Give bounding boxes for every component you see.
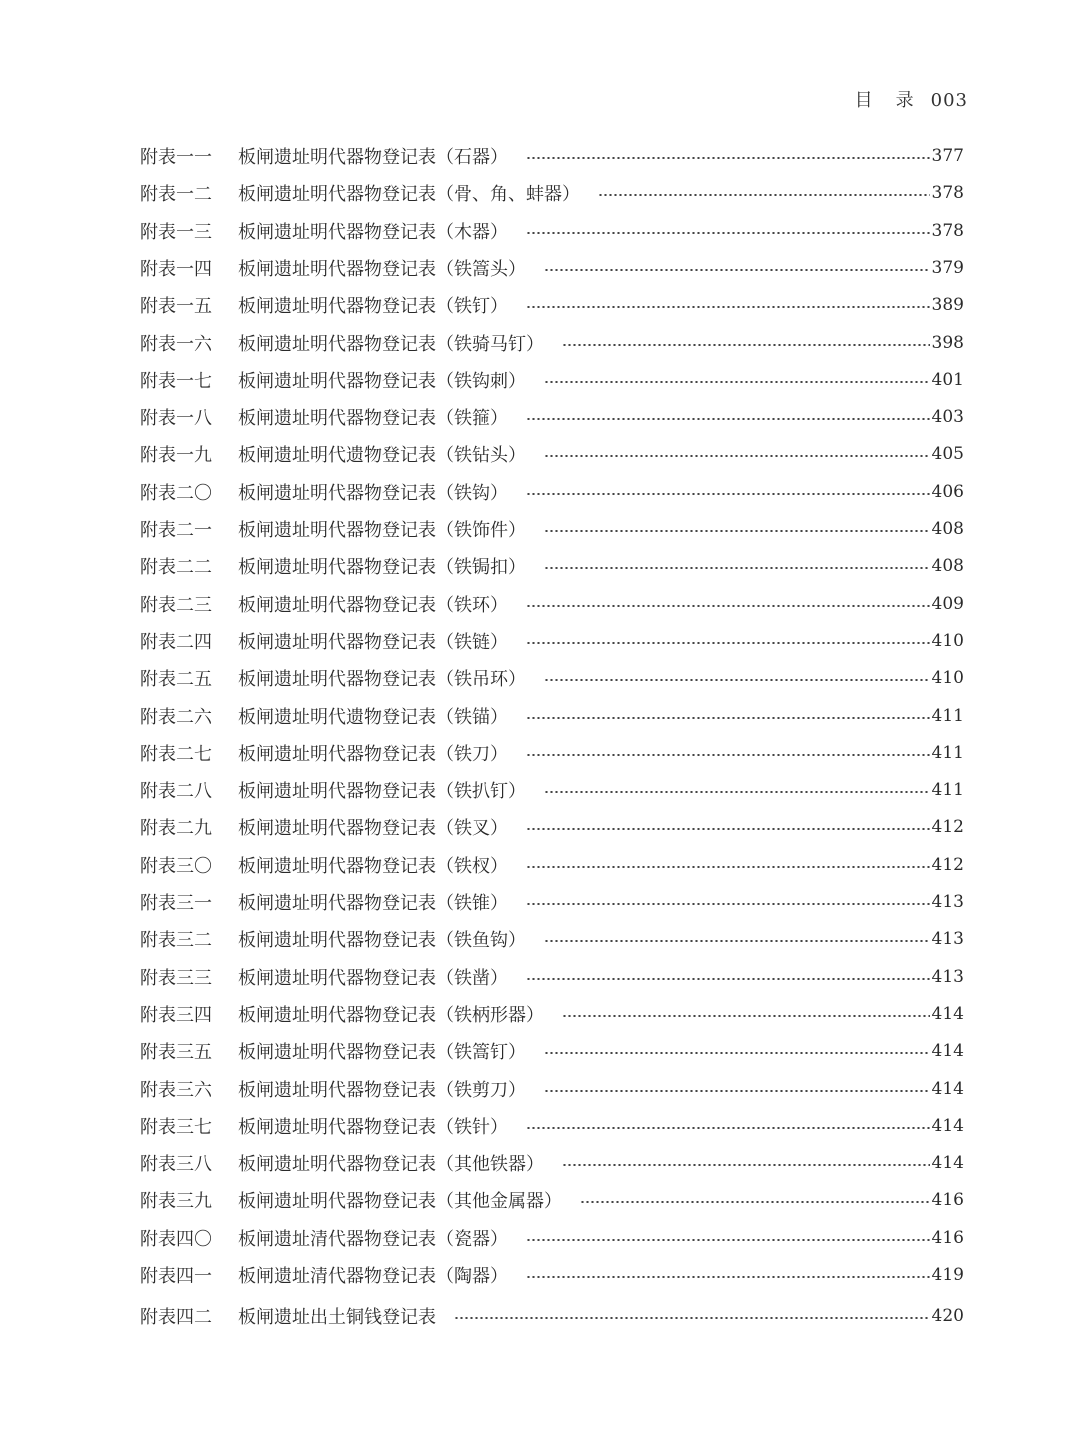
toc-entry-page: 405: [931, 444, 964, 465]
toc-entry-page: 411: [931, 780, 964, 801]
toc-entry-title: 板闸遗址明代器物登记表（铁锔扣）: [238, 557, 526, 579]
toc-entry-code: 附表一一: [140, 147, 212, 168]
toc-entry[interactable]: [140, 774, 964, 806]
header-label-lu: 录: [895, 90, 915, 111]
toc-entry-title: 板闸遗址明代器物登记表（石器）: [238, 147, 508, 168]
dot-leader: [526, 754, 930, 756]
header-label-mu: 目: [854, 90, 874, 111]
toc-entry-code: 附表二〇: [140, 482, 212, 504]
toc-entry-code: 附表一二: [140, 184, 212, 206]
toc-entry[interactable]: [140, 1222, 964, 1254]
toc-entry-code: 附表二二: [140, 557, 212, 579]
toc-entry[interactable]: [140, 811, 964, 843]
toc-entry-page: 378: [931, 183, 964, 204]
toc-entry[interactable]: [140, 961, 964, 993]
toc-entry[interactable]: [140, 1035, 964, 1067]
toc-entry[interactable]: [140, 364, 964, 396]
toc-entry-title: 板闸遗址明代器物登记表（其他铁器）: [238, 1154, 544, 1176]
running-header: [855, 86, 968, 112]
toc-entry-title: 板闸遗址明代器物登记表（铁链）: [238, 631, 508, 653]
toc-entry-code: 附表三七: [140, 1116, 212, 1138]
toc-entry-title: 板闸遗址明代器物登记表（铁篙头）: [238, 258, 526, 280]
toc-entry-page: 416: [931, 1227, 964, 1248]
toc-entry-code: 附表一六: [140, 333, 212, 355]
toc-entry-title: 板闸遗址明代器物登记表（铁鱼钩）: [238, 930, 526, 952]
toc-entry[interactable]: [140, 177, 964, 209]
toc-entry-title: 板闸遗址明代器物登记表（骨、角、蚌器）: [238, 184, 580, 206]
toc-entry-title: 板闸遗址明代器物登记表（铁箍）: [238, 408, 508, 430]
toc-entry[interactable]: [140, 1300, 964, 1332]
toc-entry-title: 板闸遗址明代器物登记表（铁吊环）: [238, 669, 526, 691]
dot-leader: [526, 1239, 930, 1241]
toc-entry-page: 413: [931, 892, 964, 912]
toc-entry-title: 板闸遗址明代器物登记表（铁锥）: [238, 893, 508, 914]
toc-entry-code: 附表二一: [140, 520, 212, 541]
toc-entry[interactable]: [140, 588, 964, 620]
toc-entry-page: 414: [931, 1078, 964, 1099]
dot-leader: [526, 418, 930, 420]
toc-entry-title: 板闸遗址明代器物登记表（铁刀）: [238, 743, 508, 765]
dot-leader: [526, 866, 930, 868]
toc-entry-title: 板闸遗址明代器物登记表（铁柄形器）: [238, 1004, 544, 1026]
toc-entry-title: 板闸遗址明代器物登记表（铁饰件）: [238, 520, 526, 541]
toc-entry-page: 389: [931, 295, 964, 316]
toc-entry-code: 附表三一: [140, 893, 212, 914]
toc-entry-page: 416: [931, 1190, 964, 1211]
toc-entry[interactable]: [140, 476, 964, 508]
toc-entry[interactable]: [140, 1073, 964, 1105]
dot-leader: [526, 642, 930, 644]
toc-entry-code: 附表一三: [140, 221, 212, 243]
toc-entry-page: 414: [931, 1003, 964, 1024]
toc-entry-code: 附表四一: [140, 1266, 212, 1287]
toc-entry-page: 377: [931, 146, 964, 166]
dot-leader: [544, 679, 930, 681]
toc-entry-title: 板闸遗址清代器物登记表（瓷器）: [238, 1228, 508, 1250]
dot-leader: [544, 381, 930, 383]
dot-leader: [526, 493, 930, 495]
toc-entry-title: 板闸遗址明代器物登记表（铁扒钉）: [238, 781, 526, 803]
toc-entry[interactable]: [140, 513, 964, 545]
dot-leader: [526, 978, 930, 980]
toc-entry-title: 板闸遗址明代器物登记表（铁骑马钉）: [238, 333, 544, 355]
toc-entry[interactable]: [140, 215, 964, 247]
toc-entry-title: 板闸遗址明代器物登记表（铁凿）: [238, 967, 508, 989]
toc-entry-title: 板闸遗址明代器物登记表（铁钉）: [238, 296, 508, 318]
dot-leader: [544, 567, 930, 569]
dot-leader: [544, 530, 930, 532]
toc-entry-code: 附表二九: [140, 818, 212, 840]
toc-entry-page: 412: [931, 817, 964, 838]
dot-leader: [544, 940, 930, 942]
toc-entry-code: 附表一四: [140, 258, 212, 280]
toc-entry-code: 附表三〇: [140, 855, 212, 877]
toc-entry-code: 附表四〇: [140, 1228, 212, 1250]
toc-entry-page: 419: [931, 1265, 964, 1285]
toc-entry[interactable]: [140, 849, 964, 881]
toc-entry-code: 附表一五: [140, 296, 212, 318]
toc-entry[interactable]: [140, 401, 964, 433]
toc-entry-page: 411: [931, 742, 964, 763]
dot-leader: [544, 1090, 930, 1092]
toc-entry-code: 附表二四: [140, 631, 212, 653]
dot-leader: [544, 269, 930, 271]
toc-entry-code: 附表四二: [140, 1307, 212, 1328]
toc-entry-page: 379: [931, 257, 964, 278]
toc-entry-code: 附表一九: [140, 445, 212, 467]
toc-entry-page: 408: [931, 519, 964, 539]
toc-entry[interactable]: [140, 289, 964, 321]
dot-leader: [526, 605, 930, 607]
toc-entry-title: 板闸遗址明代器物登记表（铁篙钉）: [238, 1042, 526, 1064]
toc-entry-title: 板闸遗址明代器物登记表（铁针）: [238, 1116, 508, 1138]
toc-entry-page: 413: [931, 929, 964, 950]
toc-entry-title: 板闸遗址明代器物登记表（木器）: [238, 221, 508, 243]
toc-entry-page: 401: [931, 369, 964, 390]
toc-entry-title: 板闸遗址明代器物登记表（铁钩刺）: [238, 370, 526, 392]
toc-entry[interactable]: [140, 1184, 964, 1216]
toc-entry-title: 板闸遗址明代器物登记表（铁叉）: [238, 818, 508, 840]
dot-leader: [562, 1164, 930, 1166]
toc-entry-code: 附表三六: [140, 1079, 212, 1101]
toc-entry-code: 附表二八: [140, 781, 212, 803]
toc-entry-title: 板闸遗址明代遗物登记表（铁钻头）: [238, 445, 526, 467]
toc-entry[interactable]: [140, 923, 964, 955]
dot-leader: [544, 1052, 930, 1054]
toc-entry-title: 板闸遗址明代器物登记表（其他金属器）: [238, 1191, 562, 1213]
toc-entry-code: 附表三九: [140, 1191, 212, 1213]
toc-entry-page: 420: [931, 1306, 964, 1326]
toc-entry-page: 378: [931, 220, 964, 241]
toc-entry-code: 附表三八: [140, 1154, 212, 1176]
dot-leader: [562, 1015, 930, 1017]
toc-entry[interactable]: [140, 625, 964, 657]
dot-leader: [526, 232, 930, 234]
dot-leader: [526, 157, 930, 159]
dot-leader: [526, 306, 930, 308]
dot-leader: [598, 194, 930, 196]
toc-entry[interactable]: [140, 1259, 964, 1291]
toc-entry-code: 附表一八: [140, 408, 212, 430]
toc-entry-code: 附表一七: [140, 370, 212, 392]
toc-entry-title: 板闸遗址清代器物登记表（陶器）: [238, 1266, 508, 1287]
toc-entry-page: 414: [931, 1115, 964, 1136]
dot-leader: [526, 717, 930, 719]
dot-leader: [526, 1276, 930, 1278]
toc-entry-title: 板闸遗址明代遗物登记表（铁锚）: [238, 706, 508, 728]
toc-entry-code: 附表三四: [140, 1004, 212, 1026]
dot-leader: [562, 344, 930, 346]
toc-entry-code: 附表二三: [140, 594, 212, 616]
dot-leader: [544, 455, 930, 457]
header-page-number: 003: [930, 90, 968, 111]
toc-entry-page: 403: [931, 407, 964, 428]
toc-entry-title: 板闸遗址明代器物登记表（铁钩）: [238, 482, 508, 504]
toc-entry-title: 板闸遗址明代器物登记表（铁剪刀）: [238, 1079, 526, 1101]
toc-entry-page: 410: [931, 668, 964, 689]
toc-entry[interactable]: [140, 438, 964, 470]
toc-entry-title: 板闸遗址明代器物登记表（铁杈）: [238, 855, 508, 877]
toc-entry-code: 附表二七: [140, 743, 212, 765]
toc-entry-page: 414: [931, 1153, 964, 1174]
toc-entry-code: 附表三二: [140, 930, 212, 952]
toc-entry[interactable]: [140, 252, 964, 284]
dot-leader: [454, 1317, 930, 1319]
dot-leader: [580, 1201, 930, 1203]
toc-entry-page: 398: [931, 332, 964, 353]
toc-entry-page: 410: [931, 630, 964, 651]
toc-entry-page: 414: [931, 1041, 964, 1062]
toc-entry-code: 附表三三: [140, 967, 212, 989]
toc-entry[interactable]: [140, 737, 964, 769]
toc-entry[interactable]: [140, 1147, 964, 1179]
toc-entry-page: 406: [931, 481, 964, 502]
toc-entry-page: 412: [931, 854, 964, 875]
toc-entry-code: 附表二五: [140, 669, 212, 691]
toc-entry[interactable]: [140, 327, 964, 359]
toc-entry-title: 板闸遗址出土铜钱登记表: [238, 1307, 436, 1328]
toc-entry-page: 411: [931, 705, 964, 726]
dot-leader: [526, 1127, 930, 1129]
dot-leader: [526, 828, 930, 830]
toc-entry[interactable]: [140, 1110, 964, 1142]
toc-entry[interactable]: [140, 140, 964, 172]
toc-entry-code: 附表三五: [140, 1042, 212, 1064]
toc-entry[interactable]: [140, 550, 964, 582]
toc-entry[interactable]: [140, 700, 964, 732]
toc-entry-code: 附表二六: [140, 706, 212, 728]
toc-entry-page: 413: [931, 966, 964, 987]
toc-entry[interactable]: [140, 662, 964, 694]
toc-entry-page: 408: [931, 556, 964, 577]
toc-entry[interactable]: [140, 886, 964, 918]
toc-entry-title: 板闸遗址明代器物登记表（铁环）: [238, 594, 508, 616]
dot-leader: [526, 903, 930, 905]
toc-entry[interactable]: [140, 998, 964, 1030]
toc-entry-page: 409: [931, 593, 964, 614]
dot-leader: [544, 791, 930, 793]
